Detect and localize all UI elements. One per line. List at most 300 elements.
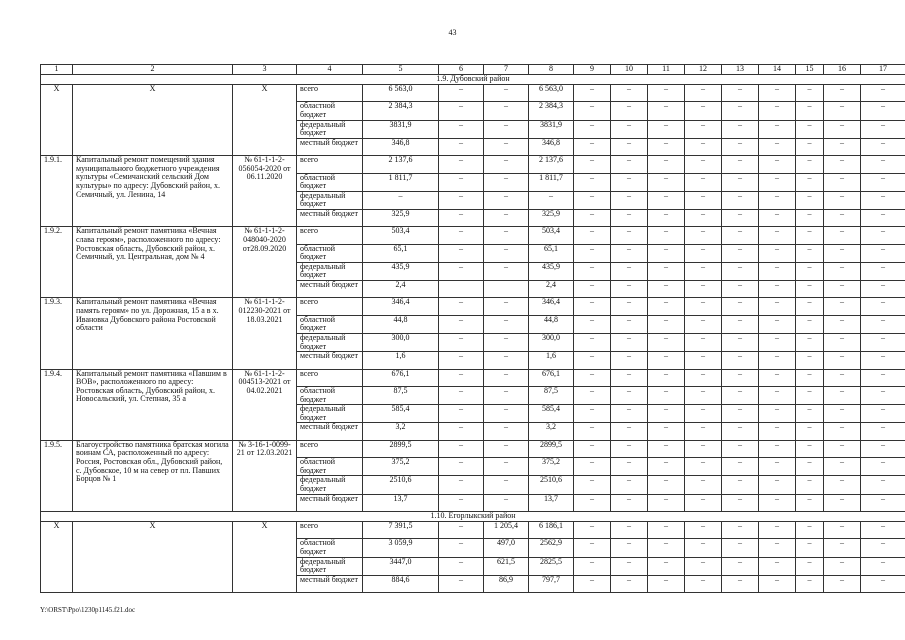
value-col8: 300,0 <box>529 334 574 352</box>
value-col14: – <box>759 557 796 575</box>
value-col9: – <box>574 102 611 120</box>
item-number: X <box>41 521 73 592</box>
item-document: X <box>233 85 297 156</box>
value-col12: – <box>685 405 722 423</box>
value-col9: – <box>574 138 611 155</box>
value-col11: – <box>648 209 685 226</box>
value-col16: – <box>824 262 861 280</box>
value-col13: – <box>722 369 759 386</box>
value-col17: – <box>861 315 905 333</box>
value-col12: – <box>685 120 722 138</box>
value-col7: – <box>484 423 529 440</box>
funding-source: федеральный бюджет <box>297 405 363 423</box>
value-col10: – <box>611 494 648 511</box>
column-number: 16 <box>824 65 861 75</box>
value-col5: 346,4 <box>363 298 439 315</box>
value-col14: – <box>759 334 796 352</box>
value-col16: – <box>824 138 861 155</box>
header-row <box>41 65 905 75</box>
value-col15: – <box>796 173 824 191</box>
value-col16: – <box>824 521 861 538</box>
funding-source: областной бюджет <box>297 458 363 476</box>
column-number: 17 <box>861 65 905 75</box>
value-col7: – <box>484 352 529 369</box>
value-col6 <box>439 281 484 298</box>
value-col15: – <box>796 262 824 280</box>
value-col5: 3,2 <box>363 423 439 440</box>
value-col9: – <box>574 85 611 102</box>
value-col8: 2899,5 <box>529 440 574 457</box>
value-col13: – <box>722 262 759 280</box>
item-document: X <box>233 521 297 592</box>
value-col13: – <box>722 405 759 423</box>
value-col12: – <box>685 387 722 405</box>
value-col15: – <box>796 387 824 405</box>
funding-source: всего <box>297 156 363 173</box>
value-col13: – <box>722 557 759 575</box>
value-col8: 87,5 <box>529 387 574 405</box>
value-col17: – <box>861 476 905 494</box>
item-name: Капитальный ремонт памятника «Павшим в ВОВ», расположенного по адресу: Ростовская область, Дубовский район, х. Новосальский, ул. Степная, 35 а <box>73 369 233 440</box>
value-col6: – <box>439 423 484 440</box>
column-number: 7 <box>484 65 529 75</box>
value-col11: – <box>648 102 685 120</box>
value-col7: – <box>484 494 529 511</box>
value-col5: 1,6 <box>363 352 439 369</box>
value-col9: – <box>574 173 611 191</box>
column-number: 10 <box>611 65 648 75</box>
value-col11: – <box>648 298 685 315</box>
value-col14: – <box>759 458 796 476</box>
value-col11: – <box>648 405 685 423</box>
value-col13: – <box>722 173 759 191</box>
value-col17: – <box>861 298 905 315</box>
table-row <box>41 85 905 102</box>
value-col14: – <box>759 209 796 226</box>
item-name: Капитальный ремонт памятника «Вечная слава героям», расположенного по адресу: Ростовская область, Дубовский район, х. Семичный, ул. Центральная, дом № 4 <box>73 227 233 298</box>
value-col10: – <box>611 423 648 440</box>
value-col17: – <box>861 102 905 120</box>
budget-table <box>40 64 905 593</box>
funding-source: местный бюджет <box>297 138 363 155</box>
value-col7: – <box>484 440 529 457</box>
value-col7: – <box>484 156 529 173</box>
value-col16: – <box>824 173 861 191</box>
value-col17: – <box>861 369 905 386</box>
value-col8: 3831,9 <box>529 120 574 138</box>
section-title: 1.9. Дубовский район <box>41 75 905 85</box>
value-col11: – <box>648 539 685 557</box>
value-col15: – <box>796 521 824 538</box>
funding-source: местный бюджет <box>297 209 363 226</box>
value-col13: – <box>722 227 759 244</box>
value-col15: – <box>796 539 824 557</box>
value-col9: – <box>574 298 611 315</box>
page-number: 43 <box>448 28 457 37</box>
funding-source: федеральный бюджет <box>297 262 363 280</box>
value-col16: – <box>824 405 861 423</box>
value-col5: 325,9 <box>363 209 439 226</box>
value-col12: – <box>685 227 722 244</box>
value-col9: – <box>574 227 611 244</box>
value-col7: – <box>484 120 529 138</box>
value-col14: – <box>759 405 796 423</box>
table-row <box>41 369 905 386</box>
item-name: Благоустройство памятника братская могила воинам СА, расположенный по адресу: Россия, Ростовская обл., Дубовский район, с. Дубовское, 10 м на север от пл. Павших Борцов № 1 <box>73 440 233 511</box>
value-col11: – <box>648 244 685 262</box>
value-col9: – <box>574 369 611 386</box>
value-col17: – <box>861 405 905 423</box>
value-col13: – <box>722 244 759 262</box>
value-col12: – <box>685 352 722 369</box>
value-col12: – <box>685 209 722 226</box>
item-name: X <box>73 85 233 156</box>
value-col6: – <box>439 102 484 120</box>
item-name: X <box>73 521 233 592</box>
value-col5: 3447,0 <box>363 557 439 575</box>
value-col6: – <box>439 440 484 457</box>
value-col16: – <box>824 539 861 557</box>
value-col7: – <box>484 138 529 155</box>
value-col11: – <box>648 521 685 538</box>
value-col12: – <box>685 423 722 440</box>
value-col6: – <box>439 209 484 226</box>
value-col16: – <box>824 575 861 592</box>
value-col15: – <box>796 244 824 262</box>
column-number: 8 <box>529 65 574 75</box>
value-col13: – <box>722 298 759 315</box>
value-col16: – <box>824 281 861 298</box>
value-col10: – <box>611 315 648 333</box>
value-col9: – <box>574 458 611 476</box>
column-number: 1 <box>41 65 73 75</box>
value-col5: 435,9 <box>363 262 439 280</box>
value-col9: – <box>574 120 611 138</box>
value-col14: – <box>759 102 796 120</box>
value-col13: – <box>722 440 759 457</box>
value-col11: – <box>648 476 685 494</box>
value-col11: – <box>648 281 685 298</box>
value-col6: – <box>439 387 484 405</box>
item-number: 1.9.4. <box>41 369 73 440</box>
value-col8: 13,7 <box>529 494 574 511</box>
value-col6: – <box>439 494 484 511</box>
value-col7: – <box>484 458 529 476</box>
value-col16: – <box>824 334 861 352</box>
value-col17: – <box>861 458 905 476</box>
value-col5: 300,0 <box>363 334 439 352</box>
value-col7: – <box>484 298 529 315</box>
value-col9: – <box>574 387 611 405</box>
value-col5: 1 811,7 <box>363 173 439 191</box>
funding-source: федеральный бюджет <box>297 120 363 138</box>
table-row <box>41 298 905 315</box>
column-number: 2 <box>73 65 233 75</box>
value-col12: – <box>685 494 722 511</box>
value-col17: – <box>861 281 905 298</box>
value-col14: – <box>759 281 796 298</box>
value-col14: – <box>759 315 796 333</box>
value-col6: – <box>439 85 484 102</box>
value-col5: 676,1 <box>363 369 439 386</box>
section-row <box>41 75 905 85</box>
column-number: 12 <box>685 65 722 75</box>
item-document: № 61-1-1-2-056054-2020 от 06.11.2020 <box>233 156 297 227</box>
value-col6: – <box>439 352 484 369</box>
column-number: 13 <box>722 65 759 75</box>
value-col17: – <box>861 494 905 511</box>
funding-source: местный бюджет <box>297 423 363 440</box>
value-col5: 2 384,3 <box>363 102 439 120</box>
value-col17: – <box>861 244 905 262</box>
value-col8: 797,7 <box>529 575 574 592</box>
value-col13: – <box>722 334 759 352</box>
value-col5: 2 137,6 <box>363 156 439 173</box>
item-name: Капитальный ремонт памятника «Вечная память героям» по ул. Дорожная, 15 а в х. Ивановка Дубовского района Ростовской области <box>73 298 233 369</box>
value-col12: – <box>685 281 722 298</box>
value-col10: – <box>611 102 648 120</box>
value-col11: – <box>648 458 685 476</box>
value-col16: – <box>824 557 861 575</box>
value-col6: – <box>439 539 484 557</box>
funding-source: всего <box>297 369 363 386</box>
value-col8: 2562,9 <box>529 539 574 557</box>
value-col6: – <box>439 575 484 592</box>
item-document: № 61-1-1-2-048040-2020 от28.09.2020 <box>233 227 297 298</box>
value-col10: – <box>611 262 648 280</box>
value-col15: – <box>796 494 824 511</box>
funding-source: местный бюджет <box>297 281 363 298</box>
value-col5: 2,4 <box>363 281 439 298</box>
value-col6: – <box>439 405 484 423</box>
value-col16: – <box>824 458 861 476</box>
value-col13: – <box>722 191 759 209</box>
value-col16: – <box>824 120 861 138</box>
value-col16: – <box>824 244 861 262</box>
value-col11: – <box>648 423 685 440</box>
value-col13: – <box>722 476 759 494</box>
value-col9: – <box>574 352 611 369</box>
value-col15: – <box>796 315 824 333</box>
section-row <box>41 511 905 521</box>
funding-source: местный бюджет <box>297 352 363 369</box>
value-col10: – <box>611 440 648 457</box>
item-number: 1.9.1. <box>41 156 73 227</box>
value-col9: – <box>574 476 611 494</box>
value-col6: – <box>439 298 484 315</box>
value-col16: – <box>824 191 861 209</box>
column-number: 4 <box>297 65 363 75</box>
value-col6: – <box>439 191 484 209</box>
value-col16: – <box>824 156 861 173</box>
value-col7: – <box>484 85 529 102</box>
value-col15: – <box>796 138 824 155</box>
value-col12: – <box>685 315 722 333</box>
value-col16: – <box>824 209 861 226</box>
value-col17: – <box>861 539 905 557</box>
value-col5: 585,4 <box>363 405 439 423</box>
value-col11: – <box>648 387 685 405</box>
item-number: 1.9.2. <box>41 227 73 298</box>
item-number: 1.9.5. <box>41 440 73 511</box>
value-col13: – <box>722 521 759 538</box>
value-col7: – <box>484 476 529 494</box>
value-col14: – <box>759 298 796 315</box>
value-col12: – <box>685 138 722 155</box>
funding-source: федеральный бюджет <box>297 476 363 494</box>
value-col5: 884,6 <box>363 575 439 592</box>
value-col10: – <box>611 458 648 476</box>
value-col13: – <box>722 387 759 405</box>
value-col12: – <box>685 369 722 386</box>
value-col6: – <box>439 476 484 494</box>
value-col7: – <box>484 334 529 352</box>
value-col15: – <box>796 369 824 386</box>
value-col16: – <box>824 494 861 511</box>
value-col10: – <box>611 334 648 352</box>
value-col12: – <box>685 521 722 538</box>
value-col7: – <box>484 369 529 386</box>
value-col17: – <box>861 191 905 209</box>
value-col14: – <box>759 227 796 244</box>
value-col6: – <box>439 521 484 538</box>
funding-source: областной бюджет <box>297 387 363 405</box>
value-col9: – <box>574 281 611 298</box>
value-col6: – <box>439 557 484 575</box>
column-number: 6 <box>439 65 484 75</box>
value-col8: 2825,5 <box>529 557 574 575</box>
value-col10: – <box>611 557 648 575</box>
value-col7: 621,5 <box>484 557 529 575</box>
value-col8: 3,2 <box>529 423 574 440</box>
value-col7: – <box>484 262 529 280</box>
value-col7: 1 205,4 <box>484 521 529 538</box>
value-col13: – <box>722 315 759 333</box>
funding-source: всего <box>297 298 363 315</box>
value-col10: – <box>611 191 648 209</box>
value-col7: – <box>484 405 529 423</box>
value-col14: – <box>759 369 796 386</box>
value-col15: – <box>796 120 824 138</box>
value-col8: 65,1 <box>529 244 574 262</box>
value-col14: – <box>759 476 796 494</box>
value-col15: – <box>796 209 824 226</box>
value-col14: – <box>759 156 796 173</box>
value-col8: 44,8 <box>529 315 574 333</box>
value-col10: – <box>611 352 648 369</box>
value-col16: – <box>824 476 861 494</box>
value-col17: – <box>861 423 905 440</box>
file-path-footer: Y:\ORST\Ppo\1230p1145.f21.doc <box>40 606 136 614</box>
value-col14: – <box>759 262 796 280</box>
value-col16: – <box>824 387 861 405</box>
column-number: 9 <box>574 65 611 75</box>
value-col5: 7 391,5 <box>363 521 439 538</box>
value-col17: – <box>861 575 905 592</box>
value-col7: 497,0 <box>484 539 529 557</box>
value-col11: – <box>648 315 685 333</box>
item-document: № 61-1-1-2-004513-2021 от 04.02.2021 <box>233 369 297 440</box>
value-col11: – <box>648 352 685 369</box>
value-col16: – <box>824 352 861 369</box>
value-col6: – <box>439 262 484 280</box>
funding-source: областной бюджет <box>297 539 363 557</box>
value-col8: 375,2 <box>529 458 574 476</box>
value-col8: 676,1 <box>529 369 574 386</box>
value-col9: – <box>574 209 611 226</box>
funding-source: федеральный бюджет <box>297 191 363 209</box>
item-name: Капитальный ремонт помещений здания муниципального бюджетного учреждения культуры «Семичанский сельский Дом культуры» по адресу: Дубовский район, х. Семичный, ул. Ленина, 14 <box>73 156 233 227</box>
value-col15: – <box>796 227 824 244</box>
value-col7 <box>484 281 529 298</box>
value-col13: – <box>722 352 759 369</box>
item-document: № 3-16-1-0099-21 от 12.03.2021 <box>233 440 297 511</box>
value-col10: – <box>611 387 648 405</box>
value-col5: 3 059,9 <box>363 539 439 557</box>
value-col10: – <box>611 521 648 538</box>
value-col11: – <box>648 173 685 191</box>
value-col5: 6 563,0 <box>363 85 439 102</box>
item-number: 1.9.3. <box>41 298 73 369</box>
value-col5: 2899,5 <box>363 440 439 457</box>
value-col11: – <box>648 138 685 155</box>
value-col8: 6 186,1 <box>529 521 574 538</box>
funding-source: всего <box>297 440 363 457</box>
value-col11: – <box>648 85 685 102</box>
value-col10: – <box>611 85 648 102</box>
value-col15: – <box>796 352 824 369</box>
value-col13: – <box>722 575 759 592</box>
value-col14: – <box>759 575 796 592</box>
value-col13: – <box>722 138 759 155</box>
value-col10: – <box>611 369 648 386</box>
value-col14: – <box>759 387 796 405</box>
value-col5: 87,5 <box>363 387 439 405</box>
value-col6: – <box>439 227 484 244</box>
value-col9: – <box>574 405 611 423</box>
value-col8: 503,4 <box>529 227 574 244</box>
value-col14: – <box>759 440 796 457</box>
value-col15: – <box>796 575 824 592</box>
value-col15: – <box>796 334 824 352</box>
table-row <box>41 156 905 173</box>
value-col6: – <box>439 334 484 352</box>
value-col17: – <box>861 352 905 369</box>
column-number: 15 <box>796 65 824 75</box>
column-number: 3 <box>233 65 297 75</box>
value-col12: – <box>685 85 722 102</box>
value-col9: – <box>574 557 611 575</box>
value-col14: – <box>759 539 796 557</box>
value-col13: – <box>722 539 759 557</box>
funding-source: всего <box>297 85 363 102</box>
value-col17: – <box>861 120 905 138</box>
funding-source: областной бюджет <box>297 102 363 120</box>
section-title: 1.10. Егорлыкский район <box>41 511 905 521</box>
value-col8: 2 384,3 <box>529 102 574 120</box>
value-col7: 86,9 <box>484 575 529 592</box>
value-col10: – <box>611 209 648 226</box>
value-col8: 6 563,0 <box>529 85 574 102</box>
value-col13: – <box>722 458 759 476</box>
value-col8: 346,4 <box>529 298 574 315</box>
value-col12: – <box>685 298 722 315</box>
value-col9: – <box>574 539 611 557</box>
value-col14: – <box>759 521 796 538</box>
value-col16: – <box>824 369 861 386</box>
value-col14: – <box>759 244 796 262</box>
value-col9: – <box>574 440 611 457</box>
